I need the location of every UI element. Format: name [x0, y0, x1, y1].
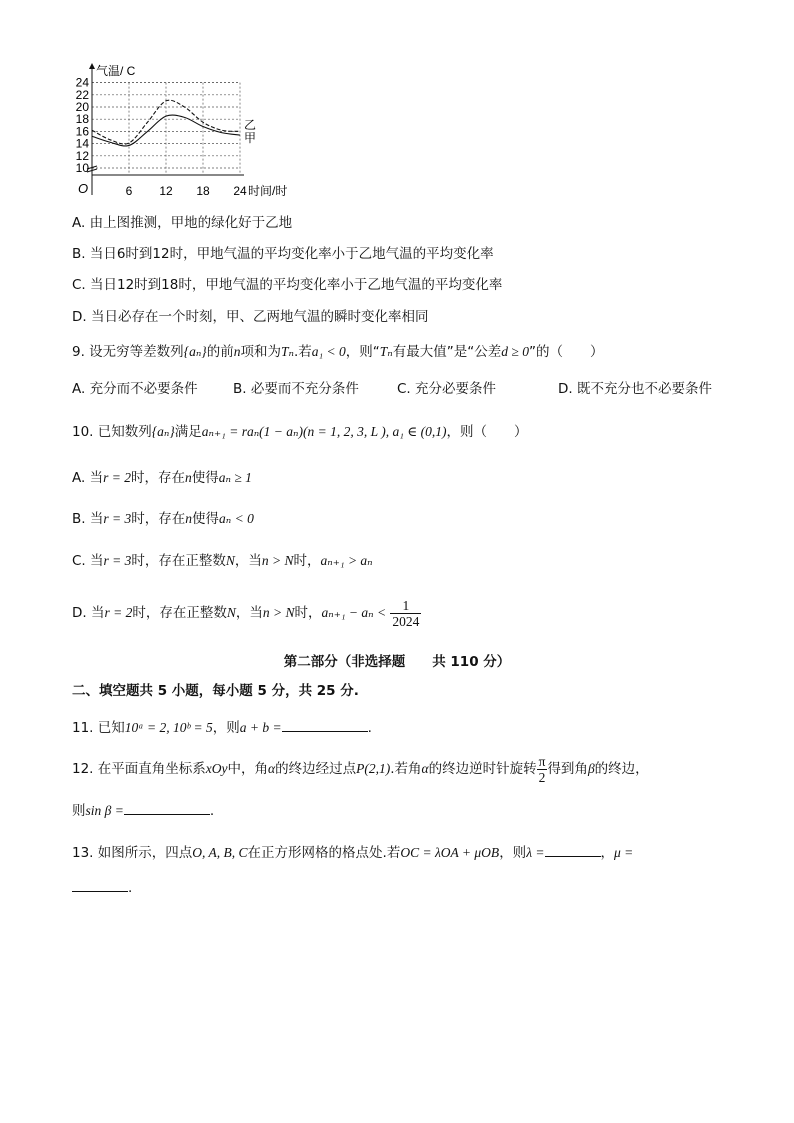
q9-text: 9. 设无穷等差数列 [72, 344, 184, 360]
q10-option-a [72, 468, 252, 488]
q10-math: r = 2 [104, 605, 133, 620]
q9-math: Tₙ [379, 344, 393, 359]
q13-math: OC = λOA + μOB [400, 845, 500, 860]
y-tick-label: 10 [75, 161, 89, 175]
q10-d-fraction [390, 598, 421, 629]
q10-text: 时，存在正整数 [131, 553, 226, 569]
y-tick-label: 14 [75, 136, 89, 151]
q9-text: 的前 [206, 344, 234, 360]
q10-text: ，则（ ） [446, 424, 528, 440]
q9-stem [72, 342, 603, 362]
q12-text: 的终边经过点 [275, 761, 357, 777]
y-tick-label: 18 [75, 112, 89, 127]
q13-lambda-blank[interactable] [545, 842, 601, 857]
y-tick-label: 12 [75, 148, 89, 163]
q13-text: ， [600, 845, 615, 861]
q10-text: 时，存在 [130, 470, 185, 486]
q11-text: 11. 已知 [72, 720, 125, 736]
q9-text: 有最大值”是“公差 [392, 344, 502, 360]
q13-answer-line [72, 877, 132, 898]
q10-math: n [184, 470, 192, 485]
part-two-title: 第二部分（非选择题 共 110 分） [283, 654, 511, 670]
q13-text: 13. 如图所示，四点 [72, 845, 193, 861]
chart-origin-label: O [78, 181, 89, 196]
q8-option-c: C. 当日12时到18时，甲地气温的平均变化率小于乙地气温的平均变化率 [72, 277, 503, 293]
x-tick-label: 24 [233, 184, 247, 198]
q10-text: 10. 已知数列 [72, 424, 152, 440]
q13-math: O, A, B, C [192, 845, 248, 860]
y-tick-label: 20 [75, 100, 89, 114]
q9-text: ”的（ ） [528, 344, 604, 360]
q11-math: a + b = [239, 720, 282, 735]
q10-stem [72, 422, 528, 442]
q10-math: aₙ ≥ 1 [218, 470, 252, 485]
fill-blank-section-header: 二、填空题共 5 小题，每小题 5 分，共 25 分. [72, 683, 359, 699]
x-tick-label: 12 [159, 184, 173, 198]
q13-math: λ = [526, 845, 545, 860]
q10-math: {aₙ} [151, 424, 175, 439]
q10-text: C. 当 [72, 553, 104, 569]
q8-option-d: D. 当日必存在一个时刻，甲、乙两地气温的瞬时变化率相同 [72, 309, 429, 325]
q10-option-b [72, 509, 254, 529]
q12-text: . [209, 803, 215, 819]
q12-text: 12. 在平面直角坐标系 [72, 761, 206, 777]
q12-stem [72, 752, 649, 786]
q9-option-c: C. 充分必要条件 [397, 381, 497, 397]
q9-math: {aₙ} [183, 344, 207, 359]
q12-answer-line [72, 800, 214, 821]
q9-text: 项和为 [240, 344, 281, 360]
series-label-yi: 乙 [244, 118, 257, 132]
q8-option-b: B. 当日6时到12时，甲地气温的平均变化率小于乙地气温的平均变化率 [72, 246, 494, 262]
q12-fraction [537, 754, 548, 785]
q10-option-d [72, 596, 421, 630]
q12-math: α [421, 761, 429, 776]
q10-text: 满足 [174, 424, 202, 440]
q12-math: P(2,1) [356, 761, 391, 776]
q11-stem [72, 717, 372, 738]
q10-math: n > N [262, 605, 295, 620]
series-label-jia: 甲 [244, 131, 257, 145]
q9-math: d ≥ 0 [501, 344, 529, 359]
q10-math: aₙ < 0 [218, 511, 254, 526]
q10-text: ，当 [234, 553, 262, 569]
q10-math: N [225, 553, 235, 568]
q12-math: β [587, 761, 595, 776]
q11-answer-blank[interactable] [282, 717, 368, 732]
q10-text: ，当 [235, 605, 263, 621]
q13-text: 在正方形网格的格点处.若 [247, 845, 401, 861]
q10-option-c [72, 551, 373, 571]
q8-option-a: A. 由上图推测，甲地的绿化好于乙地 [72, 215, 293, 231]
q9-math: n [233, 344, 241, 359]
q9-option-d: D. 既不充分也不必要条件 [558, 381, 712, 397]
q10-math: n [185, 511, 192, 526]
q10-math: aₙ₊₁ = raₙ(1 − aₙ)(n = 1, 2, 3, L ), a₁ ∈ (0,1) [201, 424, 447, 439]
y-axis-arrow [89, 63, 95, 69]
q10-text: 时， [294, 605, 322, 621]
y-tick-label: 16 [75, 124, 89, 139]
q11-text: . [367, 720, 372, 736]
q10-text: D. 当 [72, 605, 105, 621]
q12-math: sin β = [85, 803, 124, 818]
q12-text: 的终边， [594, 761, 649, 777]
q10-math: r = 2 [103, 470, 131, 485]
q12-text: 则 [72, 803, 86, 819]
q9-math: a₁ < 0 [311, 344, 346, 359]
q10-text: 时，存在 [131, 511, 186, 527]
q13-mu-blank[interactable] [72, 877, 128, 892]
fraction-numerator: π [538, 753, 546, 769]
q10-math: N [226, 605, 236, 620]
fraction-numerator: 1 [390, 598, 421, 614]
q9-option-b: B. 必要而不充分条件 [233, 381, 359, 397]
chart-xlabel: 时间/时 [248, 184, 288, 198]
q11-math: 10ᵃ = 2, 10ᵇ = 5 [124, 720, 213, 735]
y-tick-label: 22 [75, 87, 89, 102]
q10-math: r = 3 [103, 511, 132, 526]
x-tick-label: 6 [125, 184, 133, 198]
q10-math: aₙ₊₁ − aₙ < [321, 605, 387, 620]
q12-text: 的终边逆时针旋转 [428, 761, 537, 777]
q9-option-a: A. 充分而不必要条件 [72, 381, 198, 397]
y-tick-label: 24 [75, 75, 89, 90]
q12-math: α [268, 761, 276, 776]
q10-math: r = 3 [103, 553, 132, 568]
q9-text: ，则“ [345, 344, 380, 360]
q12-text: 中，角 [227, 761, 268, 777]
q10-text: 使得 [191, 470, 219, 486]
q12-text: .若角 [390, 761, 422, 777]
q13-stem [72, 842, 633, 863]
q12-math: xOy [205, 761, 228, 776]
q10-text: A. 当 [72, 470, 104, 486]
q13-text: . [128, 880, 133, 896]
q13-text: ，则 [499, 845, 527, 861]
q9-math: Tₙ [280, 344, 294, 359]
q10-text: B. 当 [72, 511, 104, 527]
q9-options [0, 379, 794, 399]
fraction-denominator: 2 [538, 769, 546, 785]
q10-text: 使得 [191, 511, 219, 527]
q12-text: 得到角 [547, 761, 588, 777]
q10-math: n > N [261, 553, 294, 568]
q12-answer-blank[interactable] [124, 800, 210, 815]
q13-math: μ = [614, 845, 634, 860]
q10-math: aₙ₊₁ > aₙ [320, 553, 373, 568]
q9-text: .若 [293, 344, 312, 360]
temperature-chart [68, 60, 318, 202]
q11-text: ，则 [212, 720, 240, 736]
x-tick-label: 18 [196, 184, 210, 198]
chart-ylabel: 气温/ C [96, 64, 136, 78]
q10-text: 时， [293, 553, 321, 569]
q10-text: 时，存在正整数 [132, 605, 227, 621]
fraction-denominator: 2024 [392, 613, 420, 629]
